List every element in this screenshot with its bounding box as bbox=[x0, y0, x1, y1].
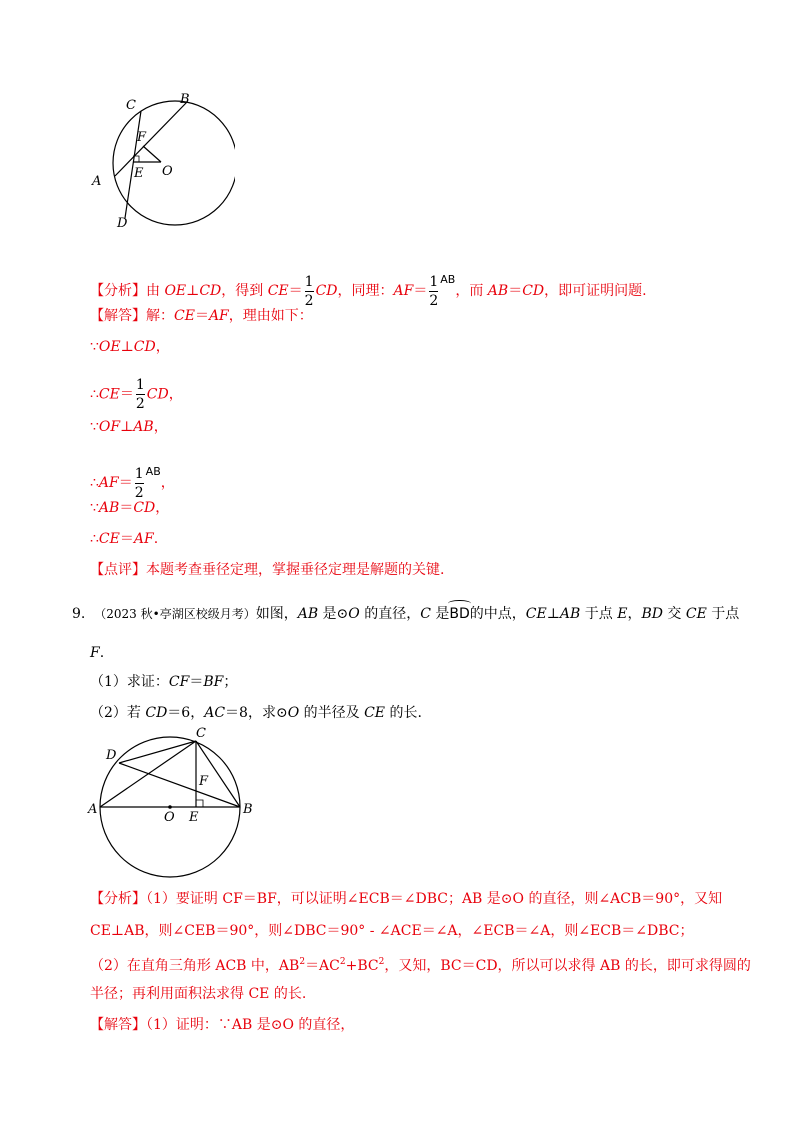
problem-9-stem-cont: F. bbox=[90, 645, 105, 661]
figure-1-circle-diagram bbox=[85, 88, 235, 238]
problem-9-q2: （2）若 CD＝6，AC＝8，求⊙O 的半径及 CE 的长. bbox=[90, 705, 422, 721]
problem-9-q1: （1）求证：CF＝BF； bbox=[90, 674, 238, 690]
fraction-one-half: $\frac{1}{2}$ bbox=[135, 377, 145, 412]
analysis-2-line-3: （2）在直角三角形 ACB 中，$AB^2=AC^2+BC^2$，又知，BC＝CD，所以可以求得 AB 的长，即可求得圆的 bbox=[90, 957, 751, 974]
chord-ab bbox=[115, 102, 187, 176]
answer-1-line-7: ∴CE＝AF. bbox=[90, 531, 159, 547]
problem-source: （2023 秋•亭湖区校级月考） bbox=[94, 607, 256, 621]
problem-number: 9. bbox=[72, 606, 86, 622]
fig2-label-e: E bbox=[189, 810, 199, 825]
answer-1-line-2: ∵OE⊥CD， bbox=[90, 339, 170, 355]
fraction-one-half: $\frac{1}{2}$ bbox=[304, 273, 314, 309]
circle-o bbox=[113, 101, 235, 225]
fig2-label-d: D bbox=[106, 748, 117, 763]
center-dot bbox=[168, 805, 172, 809]
fig1-label-o: O bbox=[162, 164, 173, 179]
analysis-2-line-2: CE⊥AB，则∠CEB＝90°，则∠DBC＝90° - ∠ACE＝∠A，∠ECB＝∠A，则∠ECB＝∠DBC； bbox=[90, 923, 694, 939]
analysis-2-line-1: 【分析】（1）要证明 CF＝BF，可以证明∠ECB＝∠DBC；AB 是⊙O 的直径，则∠ACB＝90°，又知 bbox=[90, 891, 723, 907]
fig1-label-b: B bbox=[180, 92, 190, 107]
figure-2-circle-diagram bbox=[95, 730, 255, 880]
analysis-2-line-4: 半径；再利用面积法求得 CE 的长. bbox=[90, 986, 307, 1002]
fig1-label-c: C bbox=[126, 98, 136, 113]
segment-of bbox=[143, 146, 161, 162]
fraction-one-half: $\frac{1}{2}$ bbox=[134, 465, 144, 501]
segment-db bbox=[119, 763, 240, 807]
problem-9-stem: 9. （2023 秋•亭湖区校级月考）如图，AB 是⊙O 的直径，C 是BD的中点，CE⊥AB 于点 E，BD 交 CE 于点 bbox=[72, 606, 740, 622]
fig1-label-a: A bbox=[92, 174, 102, 189]
segment-dc bbox=[119, 741, 196, 763]
fraction-one-half: $\frac{1}{2}$ bbox=[429, 273, 439, 309]
comment-1: 【点评】本题考查垂径定理，掌握垂径定理是解题的关键. bbox=[90, 562, 445, 578]
fig1-label-f: F bbox=[137, 130, 147, 145]
answer-2-line-1: 【解答】（1）证明：∵AB 是⊙O 的直径， bbox=[90, 1017, 355, 1033]
fig1-label-d: D bbox=[117, 216, 128, 231]
answer-1-line-6: ∵AB＝CD， bbox=[90, 500, 170, 516]
right-angle-mark-2 bbox=[196, 800, 203, 807]
fig2-label-c: C bbox=[196, 726, 206, 741]
fig2-label-o: O bbox=[164, 810, 175, 825]
fig1-label-e: E bbox=[134, 166, 144, 181]
answer-1-line-5: ∴AF＝ $\frac{1}{2}$ $^{AB}$， bbox=[90, 465, 175, 501]
answer-1-line-1: 【解答】解：CE＝AF，理由如下： bbox=[90, 308, 313, 324]
fig2-label-a: A bbox=[88, 802, 98, 817]
analysis-1: 【分析】由 OE⊥CD，得到 CE＝ $\frac{1}{2}$ CD，同理：AF＝ $\frac{1}{2}$ $^{AB}$，而 AB＝CD，即可证明问题. bbox=[90, 273, 647, 309]
fig2-label-b: B bbox=[243, 802, 253, 817]
answer-1-line-3: ∴CE＝ $\frac{1}{2}$ CD， bbox=[90, 377, 183, 412]
arc-bd: BD bbox=[449, 606, 470, 622]
answer-1-line-4: ∵OF⊥AB， bbox=[90, 419, 168, 435]
fig2-label-f: F bbox=[199, 774, 209, 789]
chord-cd bbox=[125, 111, 141, 218]
